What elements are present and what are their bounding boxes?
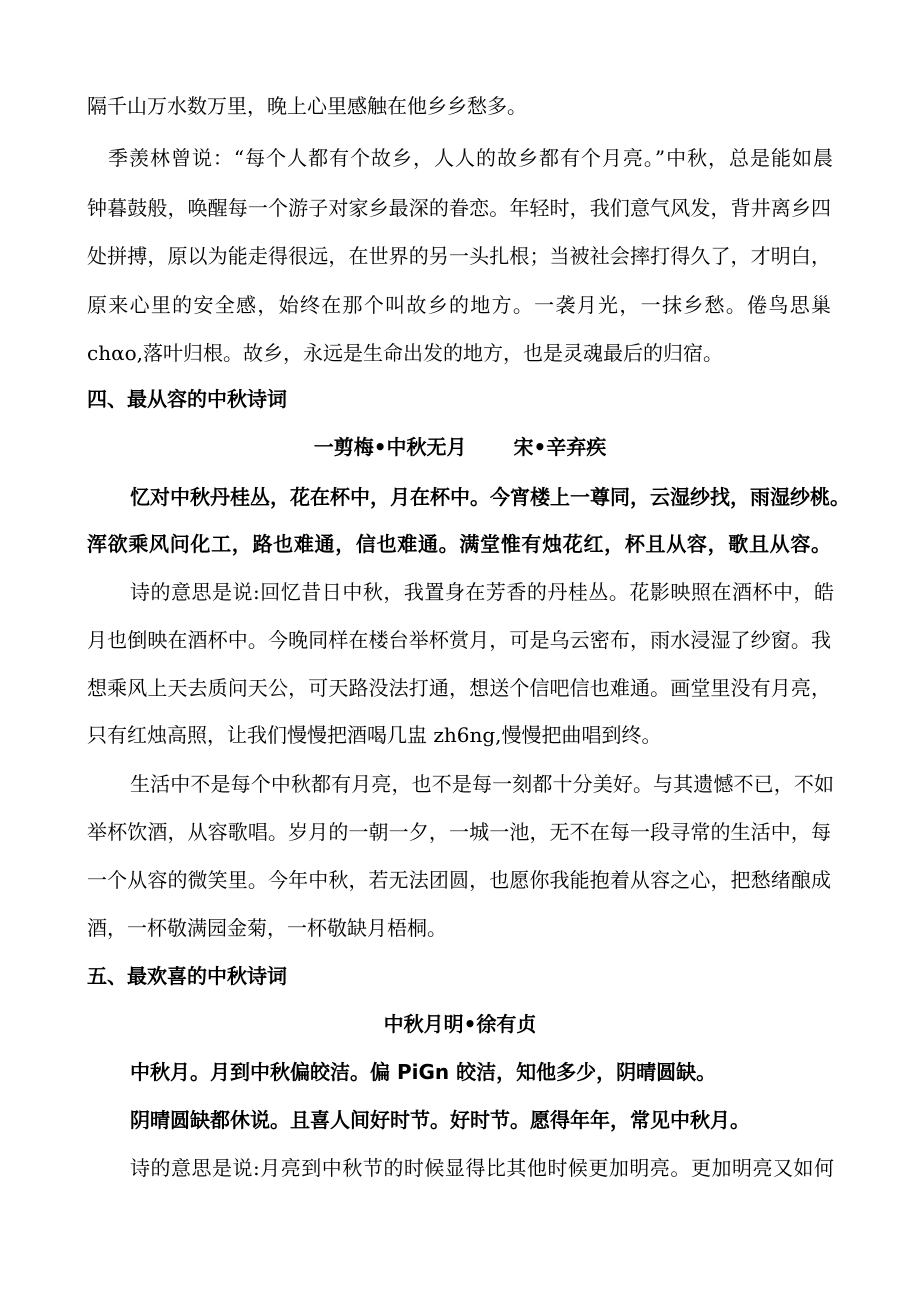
section-heading: 四、最从容的中秋诗词 — [87, 387, 287, 411]
paragraph-line: 原来心里的安全感，始终在那个叫故乡的地方。一袭月光，一抹乡愁。倦鸟思巢 — [87, 293, 831, 317]
paragraph-line: 生活中不是每个中秋都有月亮，也不是每一刻都十分美好。与其遗憾不已，不如 — [130, 772, 834, 796]
paragraph-line: 月也倒映在酒杯中。今晚同样在楼台举杯赏月，可是乌云密布，雨水浸湿了纱窗。我 — [87, 628, 831, 652]
poem-line: 浑欲乘风问化工，路也难通，信也难通。满堂惟有烛花红，杯且从容，歌且从容。 — [87, 532, 831, 556]
paragraph-line: 想乘风上天去质问天公，可天路没法打通，想送个信吧信也难通。画堂里没有月亮， — [87, 676, 831, 700]
paragraph-line: 钟暮鼓般，唤醒每一个游子对家乡最深的眷恋。年轻时，我们意气风发，背井离乡四 — [87, 196, 831, 220]
paragraph-line: 诗的意思是说:月亮到中秋节的时候显得比其他时候更加明亮。更加明亮又如何 — [130, 1156, 834, 1180]
paragraph-line: 酒，一杯敬满园金菊，一杯敬缺月梧桐。 — [87, 916, 447, 940]
poem-title: 一剪梅•中秋无月 宋•辛弃疾 — [313, 435, 607, 459]
paragraph-line: 举杯饮酒，从容歌唱。岁月的一朝一夕，一城一池，无不在每一段寻常的生活中，每 — [87, 820, 831, 844]
paragraph-line: 只有红烛高照，让我们慢慢把酒喝几盅 zh6ng,慢慢把曲唱到终。 — [87, 723, 662, 747]
paragraph-line: 处拼搏，原以为能走得很远，在世界的另一头扎根；当被社会摔打得久了，才明白， — [87, 244, 831, 268]
paragraph-line: 隔千山万水数万里，晚上心里感触在他乡乡愁多。 — [87, 94, 527, 118]
paragraph-line: 诗的意思是说:回忆昔日中秋，我置身在芳香的丹桂丛。花影映照在酒杯中，皓 — [130, 580, 834, 604]
poem-title: 中秋月明•徐有贞 — [383, 1012, 537, 1036]
section-heading: 五、最欢喜的中秋诗词 — [87, 964, 287, 988]
poem-line: 中秋月。月到中秋偏皎洁。偏 PiGn 皎洁，知他多少，阴晴圆缺。 — [130, 1060, 717, 1084]
paragraph-line: chαo,落叶归根。故乡，永远是生命出发的地方，也是灵魂最后的归宿。 — [87, 341, 723, 365]
poem-line: 阴晴圆缺都休说。且喜人间好时节。好时节。愿得年年，常见中秋月。 — [130, 1108, 750, 1132]
poem-line: 忆对中秋丹桂丛，花在杯中，月在杯中。今宵楼上一尊同，云湿纱找，雨湿纱桃。 — [130, 485, 850, 509]
paragraph-line: 季羡林曾说：“每个人都有个故乡，人人的故乡都有个月亮。”中秋，总是能如晨 — [108, 146, 833, 170]
paragraph-line: 一个从容的微笑里。今年中秋，若无法团圆，也愿你我能抱着从容之心，把愁绪酿成 — [87, 868, 831, 892]
